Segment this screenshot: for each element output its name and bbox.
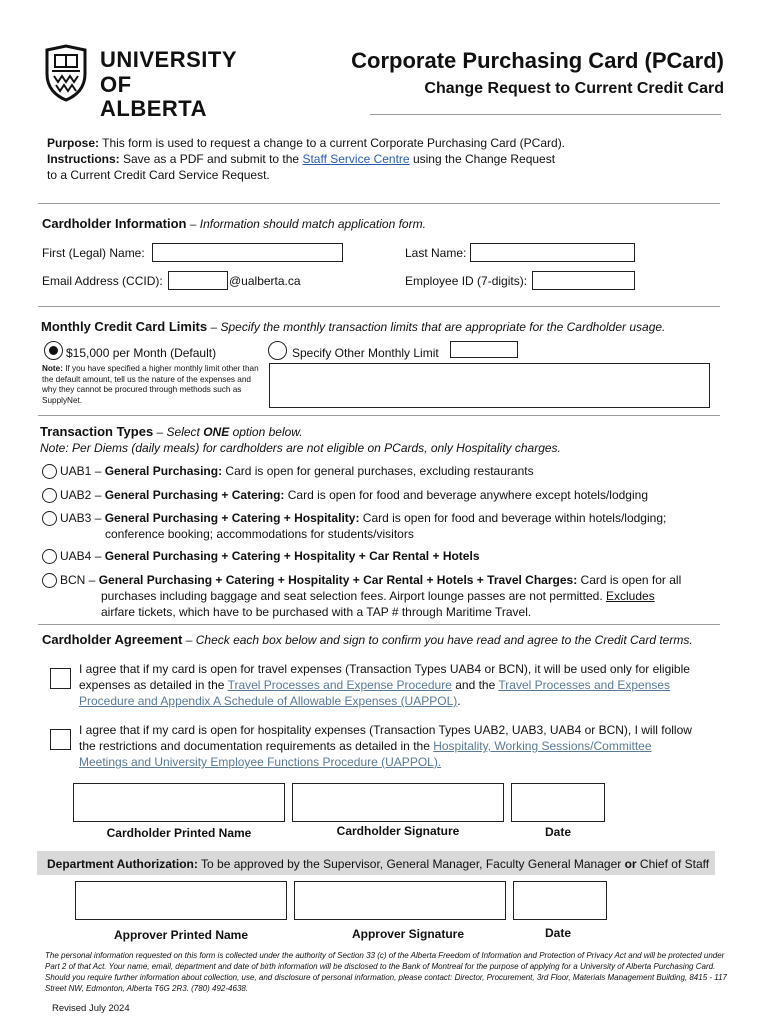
email-label: Email Address (CCID): (42, 274, 163, 288)
transaction-uab4-text: UAB4 – General Purchasing + Catering + Hospitality + Car Rental + Hotels (60, 549, 480, 563)
agreement-travel-checkbox[interactable] (50, 668, 71, 689)
instructions-line-2: to a Current Credit Card Service Request. (47, 168, 270, 182)
cardholder-date-field[interactable] (511, 783, 605, 822)
cardholder-divider (38, 306, 720, 307)
uab1-desc: Card is open for general purchases, excluding restaurants (222, 464, 534, 478)
cardholder-printed-name-field[interactable] (73, 783, 285, 822)
travel-line-3-post: . (457, 694, 461, 708)
transaction-uab1-text: UAB1 – General Purchasing: Card is open for general purchases, excluding restaurants (60, 464, 534, 478)
transaction-uab2-text: UAB2 – General Purchasing + Catering: Card is open for food and beverage anywhere except hotels/lodging (60, 488, 648, 502)
privacy-notice: The personal information requested on this form is collected under the authority of Section 33 (c) of the Alberta Freedom of Information and Protection of Privacy Act and will be protected under Part 2 of that Act. Your name, email, department and date of birth information will be disclosed to the Bank of Montreal for the purpose of applying for a University of Alberta Purchasing Card. Should you require further information about collection, use, and disclosure of personal information, please contact: Director, Procurement, 3rd Floor, Materials Management Building, 8415 - 117 Street NW, Edmonton, Alberta T6G 2R3. (780) 492-4638. (45, 951, 727, 993)
agreement-hospitality-checkbox[interactable] (50, 729, 71, 750)
limits-divider (38, 415, 720, 416)
transaction-divider (38, 624, 720, 625)
first-name-field[interactable] (152, 243, 343, 262)
university-logo (44, 44, 244, 121)
bcn-desc-2: purchases including baggage and seat selection fees. Airport lounge passes are not permitted. (101, 589, 606, 603)
uab2-desc: Card is open for food and beverage anywhere except hotels/lodging (284, 488, 648, 502)
agreement-travel-line-3 (79, 693, 461, 709)
purpose-body: This form is used to request a change to a current Corporate Purchasing Card (PCard). (99, 136, 566, 150)
agreement-hospitality-line-3 (79, 754, 441, 770)
transaction-note: Note: Per Diems (daily meals) for cardholders are not eligible on PCards, only Hospitality charges. (40, 441, 561, 455)
approver-printed-name-caption: Approver Printed Name (113, 928, 249, 942)
instructions-label: Instructions: (47, 152, 120, 166)
limits-note (42, 364, 262, 406)
agreement-heading-note: – Check each box below and sign to confirm you have read and agree to the Credit Card terms. (182, 633, 693, 647)
bcn-excludes-link[interactable]: Excludes (606, 589, 655, 603)
page-title: Corporate Purchasing Card (PCard) (351, 48, 724, 73)
header-divider (370, 114, 721, 115)
transaction-heading-title: Transaction Types (40, 424, 154, 439)
travel-expenses-procedure-link[interactable]: Travel Processes and Expenses (498, 678, 671, 692)
department-authorization-text (47, 856, 709, 872)
agreement-hospitality-line-1: I agree that if my card is open for hospitality expenses (Transaction Types UAB2, UAB3, UAB4 or BCN), I will follow (79, 723, 692, 737)
limit-default-radio[interactable] (44, 341, 63, 360)
employee-id-label: Employee ID (7-digits): (405, 274, 528, 288)
approver-signature-field[interactable] (294, 881, 506, 920)
uab4-code: UAB4 (60, 549, 92, 563)
cardholder-heading-note: – Information should match application form. (186, 217, 426, 231)
last-name-label: Last Name: (405, 246, 467, 260)
transaction-bcn-radio[interactable] (42, 573, 57, 588)
purpose-label: Purpose: (47, 136, 100, 150)
uab3-title: General Purchasing + Catering + Hospitality: (104, 511, 360, 525)
department-label: Department Authorization: (47, 857, 198, 871)
uab1-code: UAB1 (60, 464, 92, 478)
uab1-title: General Purchasing: (104, 464, 223, 478)
first-name-label: First (Legal) Name: (42, 246, 145, 260)
transaction-heading-one: ONE (203, 425, 230, 439)
travel-line-2-pre: expenses as detailed in the (79, 678, 228, 692)
transaction-uab3-text-2: conference booking; accommodations for students/visitors (105, 527, 414, 541)
limits-heading-note: – Specify the monthly transaction limits that are appropriate for the Cardholder usage. (207, 320, 666, 334)
agreement-travel-line-1: I agree that if my card is open for travel expenses (Transaction Types UAB4 or BCN), it will be used only for eligible (79, 662, 690, 676)
limits-heading-title: Monthly Credit Card Limits (41, 319, 208, 334)
transaction-bcn-text-3: airfare tickets, which have to be purchased with a TAP # through Maritime Travel. (101, 605, 532, 619)
other-limit-field[interactable] (450, 341, 518, 358)
instructions-body-2: using the Change Request (409, 152, 556, 166)
approver-printed-name-field[interactable] (75, 881, 287, 920)
department-text-or: or (624, 857, 637, 871)
uab2-code: UAB2 (60, 488, 92, 502)
logo-line-1: UNIVERSITY (100, 47, 238, 72)
instructions-text (47, 151, 727, 167)
agreement-hospitality-line-2 (79, 738, 652, 754)
revised-date: Revised July 2024 (52, 1003, 130, 1014)
transaction-uab3-text: UAB3 – General Purchasing + Catering + Hospitality: Card is open for food and beverage within hotels/lodging; (60, 511, 667, 525)
page-subtitle: Change Request to Current Credit Card (424, 80, 724, 97)
limits-note-label: Note: (42, 364, 63, 373)
travel-line-2-mid: and the (451, 678, 499, 692)
last-name-field[interactable] (470, 243, 635, 262)
limits-heading (41, 319, 665, 335)
transaction-bcn-text-2 (101, 588, 655, 604)
limits-note-body: If you have specified a higher monthly limit other than the default amount, tell us the nature of the expenses and why they cannot be procured through methods such as SupplyNet. (42, 364, 259, 405)
transaction-heading-post: option below. (229, 425, 303, 439)
radio-selected-dot (49, 346, 58, 355)
email-domain-suffix: @ualberta.ca (229, 274, 301, 288)
cardholder-printed-name-caption: Cardholder Printed Name (106, 826, 252, 840)
cardholder-heading-title: Cardholder Information (42, 216, 187, 231)
agreement-heading-title: Cardholder Agreement (42, 632, 183, 647)
limit-other-radio[interactable] (268, 341, 287, 360)
uab3-desc: Card is open for food and beverage within hotels/lodging; (359, 511, 667, 525)
purpose-text (47, 135, 727, 151)
uab2-title: General Purchasing + Catering: (104, 488, 285, 502)
intro-divider (38, 203, 720, 204)
transaction-uab4-radio[interactable] (42, 549, 57, 564)
employee-id-field[interactable] (532, 271, 635, 290)
limit-default-label: $15,000 per Month (Default) (66, 346, 217, 360)
hospitality-procedure-link[interactable]: Hospitality, Working Sessions/Committee (433, 739, 652, 753)
bcn-desc: Card is open for all (577, 573, 682, 587)
agreement-travel-line-2 (79, 677, 670, 693)
appendix-a-link[interactable]: Procedure and Appendix A Schedule of Allowable Expenses (UAPPOL) (79, 694, 458, 708)
bcn-title: General Purchasing + Catering + Hospitality + Car Rental + Hotels + Travel Charges: (98, 573, 578, 587)
uab4-title: General Purchasing + Catering + Hospitality + Car Rental + Hotels (104, 549, 480, 563)
bcn-code: BCN (60, 573, 86, 587)
transaction-uab1-radio[interactable] (42, 464, 57, 479)
travel-expense-procedure-link[interactable]: Travel Processes and Expense Procedure (227, 678, 452, 692)
cardholder-heading (42, 216, 426, 232)
transaction-heading (40, 424, 303, 440)
transaction-bcn-text: BCN – General Purchasing + Catering + Hospitality + Car Rental + Hotels + Travel Charges: Card is open for all (60, 573, 682, 587)
agreement-heading (42, 632, 693, 648)
department-text-pre: To be approved by the Supervisor, General Manager, Faculty General Manager (197, 857, 625, 871)
staff-service-centre-link[interactable]: Staff Service Centre (302, 152, 410, 166)
logo-line-2: OF ALBERTA (100, 72, 207, 121)
approver-signature-caption: Approver Signature (351, 927, 465, 941)
limit-explanation-field[interactable] (269, 363, 710, 408)
approver-date-field[interactable] (513, 881, 607, 920)
cardholder-signature-caption: Cardholder Signature (336, 824, 460, 838)
email-ccid-field[interactable] (168, 271, 228, 290)
university-crest-icon (44, 44, 88, 102)
approver-date-caption: Date (544, 926, 571, 940)
transaction-heading-pre: – Select (153, 425, 204, 439)
hospitality-line-2-pre: the restrictions and documentation requirements as detailed in the (79, 739, 434, 753)
transaction-uab3-radio[interactable] (42, 511, 57, 526)
department-text-post: Chief of Staff (636, 857, 710, 871)
hospitality-procedure-link-2[interactable]: Meetings and University Employee Functions Procedure (UAPPOL). (79, 755, 442, 769)
cardholder-signature-field[interactable] (292, 783, 504, 822)
limit-other-label: Specify Other Monthly Limit (292, 346, 439, 360)
transaction-uab2-radio[interactable] (42, 488, 57, 503)
cardholder-date-caption: Date (544, 825, 571, 839)
instructions-body: Save as a PDF and submit to the (119, 152, 303, 166)
uab3-code: UAB3 (60, 511, 92, 525)
